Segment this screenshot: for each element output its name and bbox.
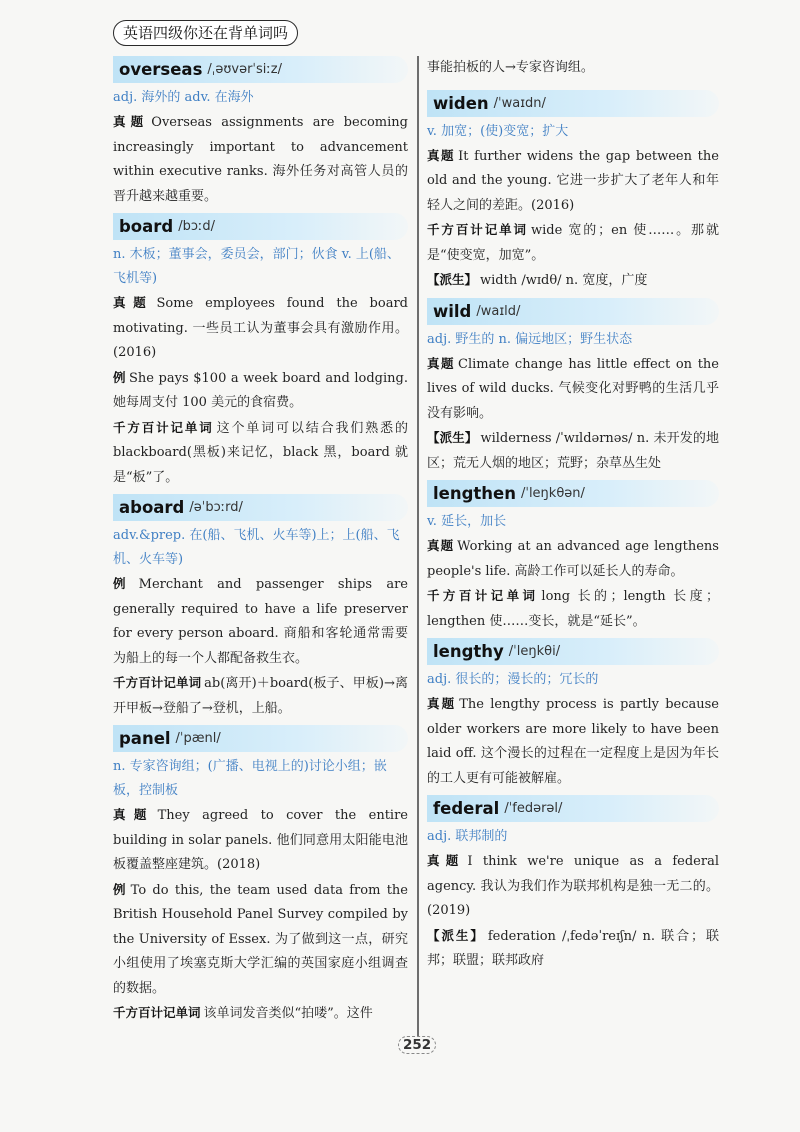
phonetic: /ˈfedərəl/ [504, 801, 563, 816]
paragraph-label: 【派生】 [427, 430, 478, 445]
entry-paragraph [427, 218, 719, 268]
paragraph-text: Merchant and passenger ships are generally required to have a life preserver for every person aboard. 商船和客轮通常需要为船上的每一个人都配备救生衣。 [113, 577, 408, 666]
part-of-speech-definition: adj. 海外的 adv. 在海外 [113, 90, 254, 105]
headword-bar [427, 298, 719, 325]
paragraph-label: 千方百计记单词 [427, 222, 528, 237]
headword-bar [427, 480, 719, 507]
headword-bar [427, 90, 719, 117]
phonetic: /waɪld/ [476, 303, 521, 319]
entry-paragraph [113, 572, 408, 671]
entry-paragraph [113, 803, 408, 878]
right-column [427, 56, 719, 978]
paragraph-text: They agreed to cover the entire building in solar panels. 他们同意用太阳能电池板覆盖整座建筑。(2018) [113, 808, 408, 872]
entry-wild [427, 298, 719, 477]
entry-paragraph [427, 584, 719, 634]
part-of-speech-definition: adj. 联邦制的 [427, 829, 508, 844]
entry-panel [113, 725, 408, 1027]
headword-bar [113, 494, 408, 521]
headword: lengthen [433, 484, 516, 503]
paragraph-label: 真题 [427, 355, 456, 371]
entry-paragraph [113, 416, 408, 491]
paragraph-label: 真题 [113, 114, 149, 129]
phonetic: /ˈpænl/ [175, 731, 221, 746]
paragraph-text: To do this, the team used data from the British Household Panel Survey compiled by the University of Essex. 为了做到这一点，研究小组使用了埃塞克斯大学汇编的英国家庭小组调查的数据。 [113, 882, 408, 996]
paragraph-text: The lengthy process is partly because older workers are more likely to have been laid off. 这个漫长的过程在一定程度上是因为年长的工人更有可能被解雇。 [427, 697, 719, 786]
paragraph-label: 真题 [427, 853, 465, 868]
entry-aboard [113, 494, 408, 721]
paragraph-label: 千方百计记单词 [113, 419, 214, 435]
paragraph-label: 例 [113, 576, 136, 591]
entry-paragraph [427, 144, 719, 219]
entry-paragraph [427, 692, 719, 791]
paragraph-text: 该单词发音类似“拍喽”。这件 [203, 1006, 373, 1021]
headword-bar [427, 638, 719, 665]
paragraph-label: 真题 [427, 147, 456, 163]
paragraph-text: wilderness /ˈwɪldərnəs/ n. 未开发的地区；荒无人烟的地区；荒野；杂草丛生处 [427, 431, 719, 471]
book-title-tag: 英语四级你还在背单词吗 [113, 20, 298, 46]
entry-paragraph [113, 110, 408, 209]
headword: federal [433, 799, 500, 818]
headword-bar [113, 725, 408, 752]
phonetic: /ˈleŋkθən/ [520, 486, 585, 501]
part-of-speech-definition: v. 延长，加长 [427, 514, 507, 529]
part-of-speech-definition: v. 加宽；(使)变宽；扩大 [427, 123, 569, 139]
entry-paragraph [113, 291, 408, 366]
headword: board [119, 217, 174, 236]
entry-board [113, 213, 408, 490]
part-of-speech-definition: adv.&prep. 在(船、飞机、火车等)上；上(船、飞机、火车等) [113, 528, 400, 567]
headword: overseas [119, 60, 203, 79]
headword: wild [433, 301, 472, 321]
paragraph-text: ab(离开)＋board(板子、甲板)→离开甲板→登船了→登机，上船。 [113, 676, 408, 716]
part-of-speech-definition: adj. 很长的；漫长的；冗长的 [427, 672, 599, 687]
entry-paragraph [427, 426, 719, 476]
phonetic: /ˈwaɪdn/ [493, 95, 546, 111]
entry-paragraph [427, 534, 719, 584]
column-divider [417, 56, 419, 1036]
paragraph-label: 例 [113, 881, 128, 897]
left-column [113, 56, 408, 1031]
paragraph-label: 真题 [113, 807, 155, 822]
headword: lengthy [433, 642, 504, 661]
phonetic: /bɔːd/ [178, 219, 216, 234]
paragraph-label: 【派生】 [427, 272, 478, 287]
entry-paragraph [113, 366, 408, 416]
paragraph-text: wide 宽的；en 使……。那就是“使变宽，加宽”。 [427, 223, 719, 263]
paragraph-text: Climate change has little effect on the lives of wild ducks. 气候变化对野鸭的生活几乎没有影响。 [427, 356, 719, 421]
headword: aboard [119, 498, 185, 517]
paragraph-text: long 长的；length 长度；lengthen 使……变长，就是“延长”。 [427, 589, 719, 629]
phonetic: /ˌəʊvərˈsiːz/ [207, 62, 282, 77]
entry-paragraph [427, 268, 719, 294]
part-of-speech-definition: n. 专家咨询组；(广播、电视上的)讨论小组；嵌板，控制板 [113, 759, 387, 798]
paragraph-text: I think we're unique as a federal agency. 我认为我们作为联邦机构是独一无二的。(2019) [427, 854, 719, 918]
headword: widen [433, 93, 489, 113]
entry-paragraph [113, 878, 408, 1002]
paragraph-label: 真题 [427, 696, 457, 711]
entry-paragraph [427, 849, 719, 924]
entry-federal [427, 795, 719, 974]
entry-paragraph [427, 352, 719, 427]
headword-bar [113, 56, 408, 83]
paragraph-text: Overseas assignments are becoming increasingly important to advancement within executive ranks. 海外任务对高管人员的晋升越来越重要。 [113, 115, 408, 204]
entry-widen [427, 90, 719, 294]
entry-paragraph [427, 924, 719, 974]
phonetic: /ˈleŋkθi/ [508, 644, 561, 659]
paragraph-label: 千方百计记单词 [113, 1005, 201, 1020]
paragraph-text: It further widens the gap between the old and the young. 它进一步扩大了老年人和年轻人之间的差距。(2016) [427, 148, 719, 213]
paragraph-text: Some employees found the board motivating. 一些员工认为董事会具有激励作用。(2016) [113, 296, 408, 360]
paragraph-text: width /wɪdθ/ n. 宽度，广度 [480, 273, 648, 288]
entry-lengthen [427, 480, 719, 634]
paragraph-text: federation /ˌfedəˈreɪʃn/ n. 联合；联邦；联盟；联邦政府 [427, 928, 719, 968]
entry-paragraph [113, 1001, 408, 1027]
phonetic: /əˈbɔːrd/ [189, 500, 243, 515]
paragraph-label: 真题 [113, 295, 154, 310]
headword-bar [427, 795, 719, 822]
headword: panel [119, 729, 171, 748]
headword-bar [113, 213, 408, 240]
entry-lengthy [427, 638, 719, 791]
paragraph-label: 【派生】 [427, 927, 485, 943]
paragraph-text: Working at an advanced age lengthens people's life. 高龄工作可以延长人的寿命。 [427, 539, 719, 579]
paragraph-label: 千方百计记单词 [113, 675, 202, 690]
paragraph-label: 千方百计记单词 [427, 588, 539, 603]
page-number: 252 [398, 1036, 436, 1054]
part-of-speech-definition: n. 木板；董事会，委员会，部门；伙食 v. 上(船、飞机等) [113, 247, 400, 286]
paragraph-label: 真题 [427, 538, 455, 553]
part-of-speech-definition: adj. 野生的 n. 偏远地区；野生状态 [427, 331, 633, 347]
paragraph-text: She pays $100 a week board and lodging. 她每周支付 100 美元的食宿费。 [113, 370, 408, 410]
paragraph-label: 例 [113, 369, 126, 385]
entry-overseas [113, 56, 408, 209]
paragraph-text: 这个单词可以结合我们熟悉的 blackboard(黑板)来记忆，black 黑，board 就是“板”了。 [113, 420, 408, 485]
entry-paragraph [113, 671, 408, 721]
continuation-text: 事能拍板的人→专家咨询组。 [427, 60, 594, 75]
